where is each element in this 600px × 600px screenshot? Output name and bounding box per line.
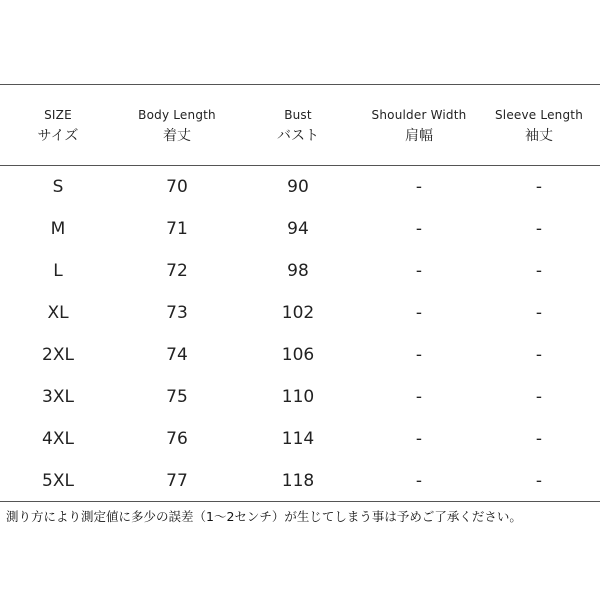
cell-sleeve-length: - bbox=[535, 387, 543, 407]
cell-sleeve-length: - bbox=[535, 471, 543, 491]
cell-bust: 90 bbox=[287, 177, 309, 197]
cell-shoulder-width: - bbox=[415, 429, 423, 449]
table-row bbox=[0, 256, 600, 286]
header-sleeve-length-jp: 袖丈 bbox=[524, 128, 553, 144]
cell-shoulder-width: - bbox=[415, 387, 423, 407]
cell-sleeve-length: - bbox=[535, 177, 543, 197]
cell-size: S bbox=[52, 177, 64, 197]
header-bust bbox=[277, 106, 319, 145]
cell-bust: 94 bbox=[287, 219, 309, 239]
cell-size: 4XL bbox=[42, 429, 74, 449]
cell-bust: 106 bbox=[281, 345, 315, 365]
cell-body-length: 72 bbox=[166, 261, 188, 281]
measurement-note: 測り方により測定値に多少の誤差（1〜2センチ）が生じてしまう事は予めご了承ください。 bbox=[6, 509, 522, 524]
cell-shoulder-width: - bbox=[415, 471, 423, 491]
header-size-en: SIZE bbox=[44, 108, 72, 122]
header-body-length-en: Body Length bbox=[138, 108, 216, 122]
cell-body-length: 77 bbox=[166, 471, 188, 491]
header-shoulder-width bbox=[372, 106, 467, 145]
table-row bbox=[0, 214, 600, 244]
cell-size: 2XL bbox=[42, 345, 74, 365]
table-bottom-rule bbox=[0, 501, 600, 502]
cell-sleeve-length: - bbox=[535, 345, 543, 365]
header-divider bbox=[0, 165, 600, 166]
table-row bbox=[0, 172, 600, 202]
cell-body-length: 75 bbox=[166, 387, 188, 407]
cell-bust: 110 bbox=[281, 387, 315, 407]
cell-size: 3XL bbox=[42, 387, 74, 407]
header-bust-jp: バスト bbox=[277, 128, 319, 144]
header-sleeve-length bbox=[495, 106, 583, 145]
cell-body-length: 74 bbox=[166, 345, 188, 365]
cell-body-length: 76 bbox=[166, 429, 188, 449]
cell-shoulder-width: - bbox=[415, 345, 423, 365]
header-body-length-jp: 着丈 bbox=[162, 128, 191, 144]
cell-size: XL bbox=[47, 303, 69, 323]
cell-shoulder-width: - bbox=[415, 261, 423, 281]
header-shoulder-width-jp: 肩幅 bbox=[404, 128, 433, 144]
cell-body-length: 71 bbox=[166, 219, 188, 239]
cell-bust: 118 bbox=[281, 471, 315, 491]
cell-bust: 98 bbox=[287, 261, 309, 281]
header-bust-en: Bust bbox=[284, 108, 312, 122]
table-row bbox=[0, 298, 600, 328]
cell-bust: 102 bbox=[281, 303, 315, 323]
cell-size: L bbox=[53, 261, 63, 281]
cell-sleeve-length: - bbox=[535, 303, 543, 323]
cell-shoulder-width: - bbox=[415, 177, 423, 197]
cell-body-length: 73 bbox=[166, 303, 188, 323]
cell-bust: 114 bbox=[281, 429, 315, 449]
cell-body-length: 70 bbox=[166, 177, 188, 197]
table-top-rule bbox=[0, 84, 600, 85]
header-sleeve-length-en: Sleeve Length bbox=[494, 108, 584, 122]
cell-size: M bbox=[50, 219, 66, 239]
cell-sleeve-length: - bbox=[535, 261, 543, 281]
cell-sleeve-length: - bbox=[535, 219, 543, 239]
cell-shoulder-width: - bbox=[415, 219, 423, 239]
header-shoulder-width-en: Shoulder Width bbox=[371, 108, 467, 122]
header-body-length bbox=[138, 106, 216, 145]
table-row bbox=[0, 466, 600, 496]
cell-size: 5XL bbox=[42, 471, 74, 491]
header-size bbox=[38, 106, 79, 145]
header-size-jp: サイズ bbox=[37, 128, 79, 144]
table-row bbox=[0, 382, 600, 412]
table-row bbox=[0, 424, 600, 454]
table-row bbox=[0, 340, 600, 370]
cell-sleeve-length: - bbox=[535, 429, 543, 449]
cell-shoulder-width: - bbox=[415, 303, 423, 323]
